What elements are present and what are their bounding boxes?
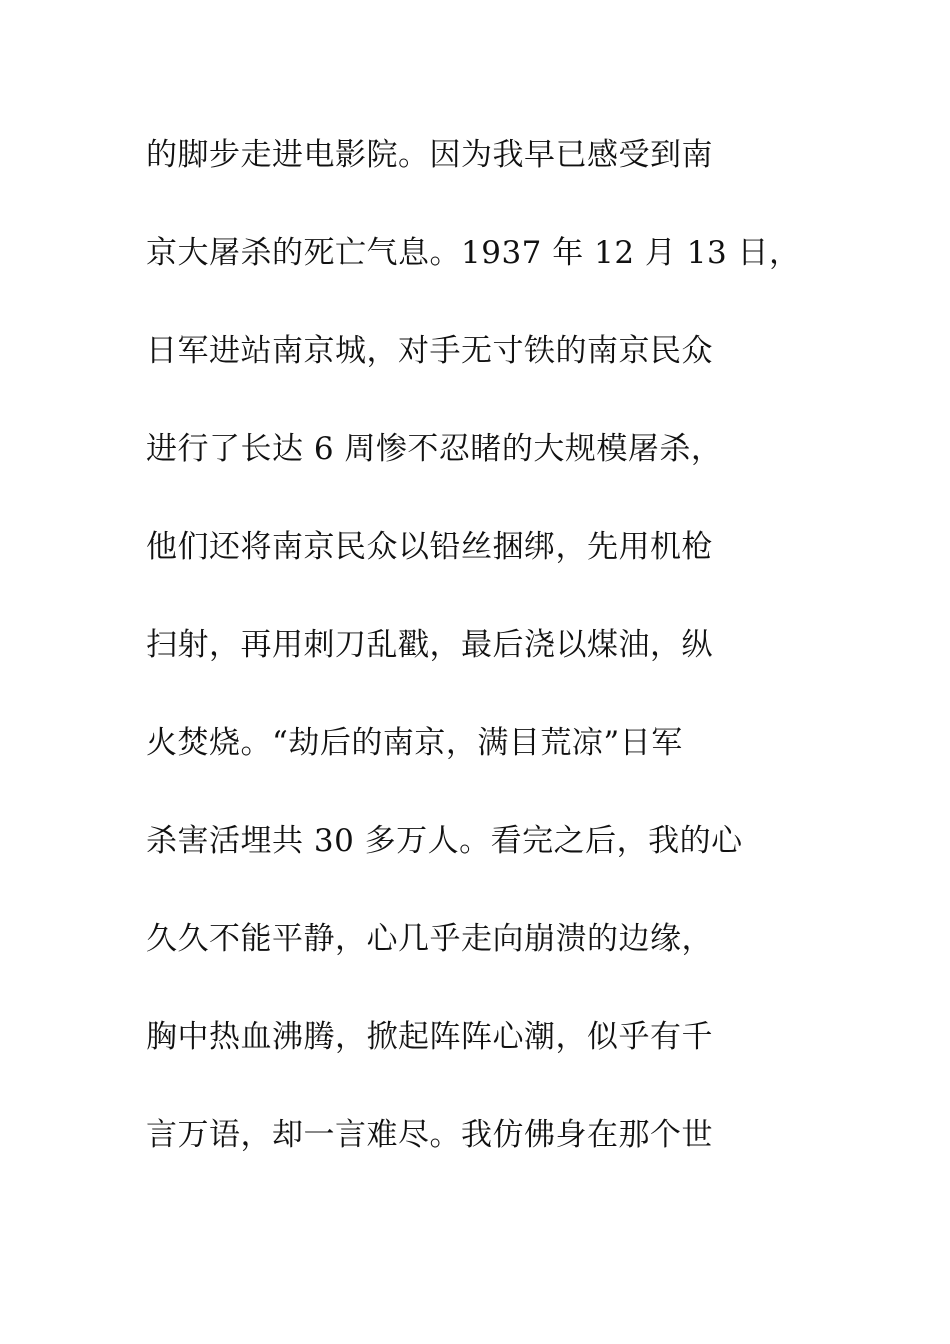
text-line-3: 日军进站南京城，对手无寸铁的南京民众 [146,333,713,369]
text-line-8: 杀害活埋共 30 多万人。看完之后，我的心 [146,823,743,859]
body-text [146,120,806,1198]
text-line-9: 久久不能平静，心几乎走向崩溃的边缘， [146,921,713,957]
text-line-4: 进行了长达 6 周惨不忍睹的大规模屠杀， [146,431,723,467]
text-line-1: 的脚步走进电影院。因为我早已感受到南 [146,137,713,173]
text-line-7: 火焚烧。“劫后的南京，满目荒凉”日军 [146,725,683,761]
text-line-10: 胸中热血沸腾，掀起阵阵心潮，似乎有千 [146,1019,713,1055]
text-line-5: 他们还将南京民众以铅丝捆绑，先用机枪 [146,529,713,565]
text-line-6: 扫射，再用刺刀乱戳，最后浇以煤油，纵 [146,627,713,663]
text-line-11: 言万语，却一言难尽。我仿佛身在那个世 [146,1117,713,1153]
text-line-2: 京大屠杀的死亡气息。1937 年 12 月 13 日， [146,235,801,271]
